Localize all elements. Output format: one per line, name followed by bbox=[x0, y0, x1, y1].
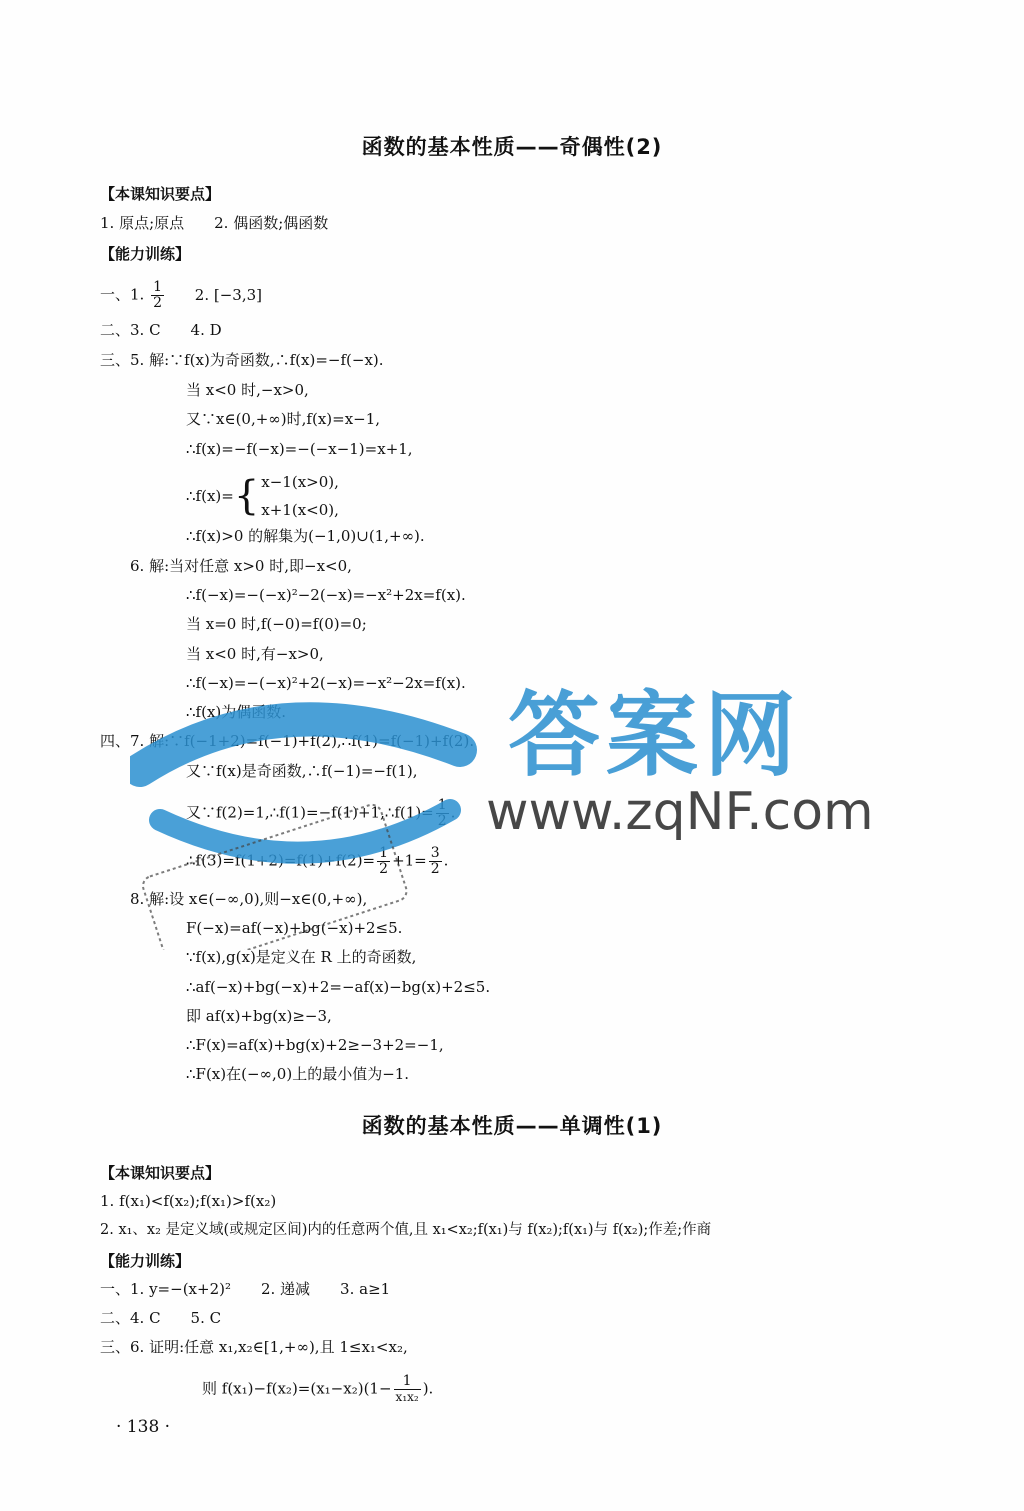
q6-line: 当 x<0 时,有−x>0, bbox=[186, 645, 324, 663]
q5-line: 三、5. 解:∵f(x)为奇函数,∴f(x)=−f(−x). bbox=[100, 351, 384, 369]
heading-training: 【能力训练】 bbox=[100, 1252, 191, 1270]
q8-line: ∴af(−x)+bg(−x)+2=−af(x)−bg(x)+2≤5. bbox=[186, 978, 491, 996]
heading-training: 【能力训练】 bbox=[100, 245, 191, 263]
section-title-monotonicity: 函数的基本性质——单调性(1) bbox=[361, 1114, 663, 1138]
watermark-url: www.zqNF.com bbox=[486, 782, 874, 842]
training-line: 一、1. y=−(x+2)² 2. 递减 3. a≥1 bbox=[100, 1280, 391, 1298]
key-points-answers: 1. 原点;原点 2. 偶函数;偶函数 bbox=[100, 214, 329, 232]
q5-line: ∴f(x)>0 的解集为(−1,0)∪(1,+∞). bbox=[186, 527, 425, 545]
answer-2: 2. [−3,3] bbox=[194, 285, 263, 304]
q7-line: 又∵f(x)是奇函数,∴f(−1)=−f(1), bbox=[186, 762, 418, 780]
q6-line: ∴f(−x)=−(−x)²+2(−x)=−x²−2x=f(x). bbox=[186, 674, 466, 692]
q8-line: ∴F(x)=af(x)+bg(x)+2≥−3+2=−1, bbox=[186, 1036, 444, 1054]
q8-line: F(−x)=af(−x)+bg(−x)+2≤5. bbox=[186, 919, 403, 937]
key-point-2: 2. x₁、x₂ 是定义域(或规定区间)内的任意两个值,且 x₁<x₂;f(x₁)与 f(x₂);f(x₁)与 f(x₂);作差;作商 bbox=[100, 1222, 712, 1238]
fraction: $\frac{1}{\text{x₁x₂}}$ bbox=[395, 1373, 419, 1404]
q6-line: 6. 解:当对任意 x>0 时,即−x<0, bbox=[130, 557, 352, 575]
answer-group-2: 二、3. C 4. D bbox=[100, 321, 222, 339]
q8-line: ∵f(x),g(x)是定义在 R 上的奇函数, bbox=[186, 948, 417, 966]
q7-line: ∴f(3)=f(1+2)=f(1)+f(2)= $\frac{1}{2}$ +1= $\frac{3}{2}$ . bbox=[186, 845, 449, 877]
answer-prefix: 一、1. bbox=[100, 285, 145, 304]
q8-line: ∴F(x)在(−∞,0)上的最小值为−1. bbox=[186, 1065, 410, 1083]
fraction: $\frac{1}{2}$ bbox=[437, 797, 447, 829]
q6-line: ∴f(−x)=−(−x)²−2(−x)=−x²+2x=f(x). bbox=[186, 586, 466, 604]
q6-line: 当 x=0 时,f(−0)=f(0)=0; bbox=[186, 615, 367, 633]
q5-line: 又∵x∈(0,+∞)时,f(x)=x−1, bbox=[186, 410, 381, 428]
page-number: · 138 · bbox=[116, 1417, 171, 1437]
training-line: 三、6. 证明:任意 x₁,x₂∈[1,+∞),且 1≤x₁<x₂, bbox=[100, 1338, 408, 1356]
answer-group-1 bbox=[100, 280, 262, 311]
watermark-text-cn: 答案网 bbox=[508, 682, 803, 789]
q6-line: ∴f(x)为偶函数. bbox=[186, 703, 287, 721]
q8-line: 8. 解:设 x∈(−∞,0),则−x∈(0,+∞), bbox=[130, 890, 368, 908]
q5-piecewise: ∴f(x)={ x−1(x>0), x+1(x<0), bbox=[186, 473, 339, 519]
fraction: $\frac{1}{2}$ bbox=[379, 845, 389, 877]
section-title-parity: 函数的基本性质——奇偶性(2) bbox=[361, 135, 663, 159]
heading-key-points: 【本课知识要点】 bbox=[100, 1164, 221, 1182]
q5-line: 当 x<0 时,−x>0, bbox=[186, 381, 309, 399]
fraction: $\frac{1}{2}$ bbox=[153, 279, 163, 311]
q7-line: 四、7. 解:∵f(−1+2)=f(−1)+f(2),∴f(1)=f(−1)+f(2). bbox=[100, 732, 475, 750]
heading-key-points: 【本课知识要点】 bbox=[100, 185, 221, 203]
q7-line: 又∵f(2)=1,∴f(1)=−f(1)+1,∴f(1)= $\frac{1}{2}$ . bbox=[186, 797, 456, 829]
fraction: $\frac{3}{2}$ bbox=[430, 845, 440, 877]
q5-line: ∴f(x)=−f(−x)=−(−x−1)=x+1, bbox=[186, 440, 413, 458]
key-point-1: 1. f(x₁)<f(x₂);f(x₁)>f(x₂) bbox=[100, 1192, 277, 1210]
training-line: 二、4. C 5. C bbox=[100, 1309, 222, 1327]
q8-line: 即 af(x)+bg(x)≥−3, bbox=[186, 1007, 332, 1025]
training-line: 则 f(x₁)−f(x₂)=(x₁−x₂)(1− $\frac{1}{\text{x₁x₂}}$ ). bbox=[202, 1373, 434, 1404]
